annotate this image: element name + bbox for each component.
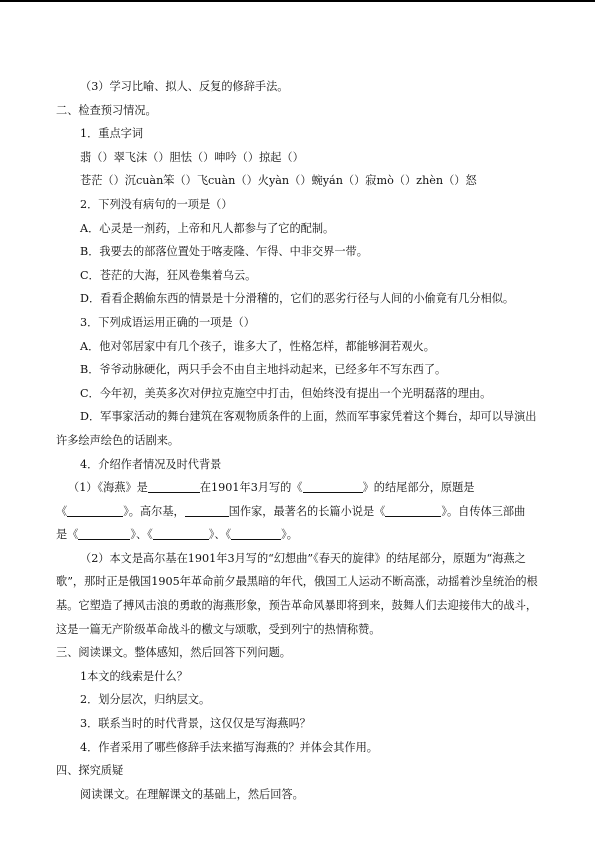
q2-option-d: D．看看企鹅偷东西的情景是十分滑稽的，它们的恶劣行径与人间的小偷竟有几分相似。 (80, 292, 515, 306)
fill-text: 》。自传体三部曲 (441, 504, 526, 518)
top-border-line (0, 0, 595, 2)
blank-original-title[interactable] (67, 504, 123, 517)
section-3-heading: 三、阅读课文。整体感知，然后回答下列问题。 (56, 646, 291, 660)
q3-option-b: B．爷爷动脉硬化，两只手会不由自主地抖动起来，已经多年不写东西了。 (80, 363, 447, 377)
fill-text: 》、《 (130, 528, 153, 542)
fill-text: 》。高尔基， (123, 504, 185, 518)
q2-option-a: A．心灵是一剂药，上帝和凡人都参与了它的配制。 (80, 221, 335, 235)
section-4-heading: 四、探究质疑 (56, 764, 124, 778)
s4-instruction: 阅读课文。在理解课文的基础上，然后回答。 (80, 787, 304, 801)
background-paragraph: （2）本文是高尔基在1901年3月写的“幻想曲”《春天的旋律》的结尾部分，原题为“海燕之歌”，那时正是俄国1905年革命前夕最黑暗的年代，俄国工人运动不断高涨，动摇着沙皇统治的根基。它塑造了搏风击浪的勇敢的海燕形象，预告革命风暴即将到来，鼓舞人们去迎接伟大的战斗，这是一篇无产阶级革命战斗的檄文与颂歌，受到列宁的热情称赞。 (56, 551, 538, 636)
key-words-line-1: 翡（）翠飞沫（）胆怯（）呻吟（）掠起（） (80, 150, 304, 164)
blank-trilogy-2[interactable] (153, 527, 209, 540)
fill-text: 》。 (281, 528, 298, 542)
question-2: 2．下列没有病句的一项是（） (80, 197, 233, 211)
blank-source-work[interactable] (303, 480, 363, 493)
q3-option-d: D．军事家活动的舞台建筑在客观物质条件的上面，然而军事家凭着这个舞台，却可以导演出许多绘声绘色的话剧来。 (56, 410, 537, 447)
blank-nationality[interactable] (185, 504, 229, 517)
blank-trilogy-1[interactable] (78, 527, 130, 540)
objective-3: （3）学习比喻、拟人、反复的修辞手法。 (80, 80, 289, 93)
fill-text: 国作家，最著名的长篇小说是《 (228, 504, 386, 518)
s3-question-1: 1本文的线索是什么？ (80, 669, 188, 683)
q3-option-a: A．他对邻居家中有几个孩子，谁多大了，性格怎样，都能够洞若观火。 (80, 339, 435, 353)
q3-option-c: C．今年初，美英多次对伊拉克施空中打击，但始终没有提出一个光明磊落的理由。 (80, 386, 492, 400)
fill-text: 》的结尾部分，原题是 (362, 481, 475, 495)
fill-text: 《 (56, 504, 68, 518)
fill-text: （1）《海燕》是 (68, 481, 148, 495)
blank-trilogy-3[interactable] (231, 527, 281, 540)
author-background-heading: 4．介绍作者情况及时代背景 (80, 457, 222, 471)
key-words-line-2: 苍茫（）沉cuàn笨（）飞cuàn（）火yàn（）蜿yán（）寂mò（）zhèn（）怒 (80, 174, 477, 188)
fill-text: 在1901年3月写的《 (199, 481, 303, 495)
s3-question-4: 4．作者采用了哪些修辞手法来描写海燕的？并体会其作用。 (80, 740, 378, 754)
s3-question-2: 2．划分层次，归纳层文。 (80, 693, 211, 707)
document-body (56, 78, 542, 809)
key-words-heading: 1．重点字词 (80, 127, 144, 141)
fill-text: 是《 (56, 528, 79, 542)
blank-author[interactable] (148, 480, 200, 493)
fill-in-paragraph (56, 476, 542, 547)
question-3: 3．下列成语运用正确的一项是（） (80, 315, 255, 329)
blank-novel[interactable] (385, 504, 441, 517)
s3-question-3: 3．联系当时的时代背景，这仅仅是写海燕吗？ (80, 717, 311, 731)
q2-option-b: B．我要去的部落位置处于喀麦隆、乍得、中非交界一带。 (80, 245, 368, 259)
section-2-heading: 二、检查预习情况。 (56, 103, 157, 117)
q2-option-c: C．苍茫的大海，狂风卷集着乌云。 (80, 268, 257, 282)
fill-text: 》、《 (208, 528, 232, 542)
